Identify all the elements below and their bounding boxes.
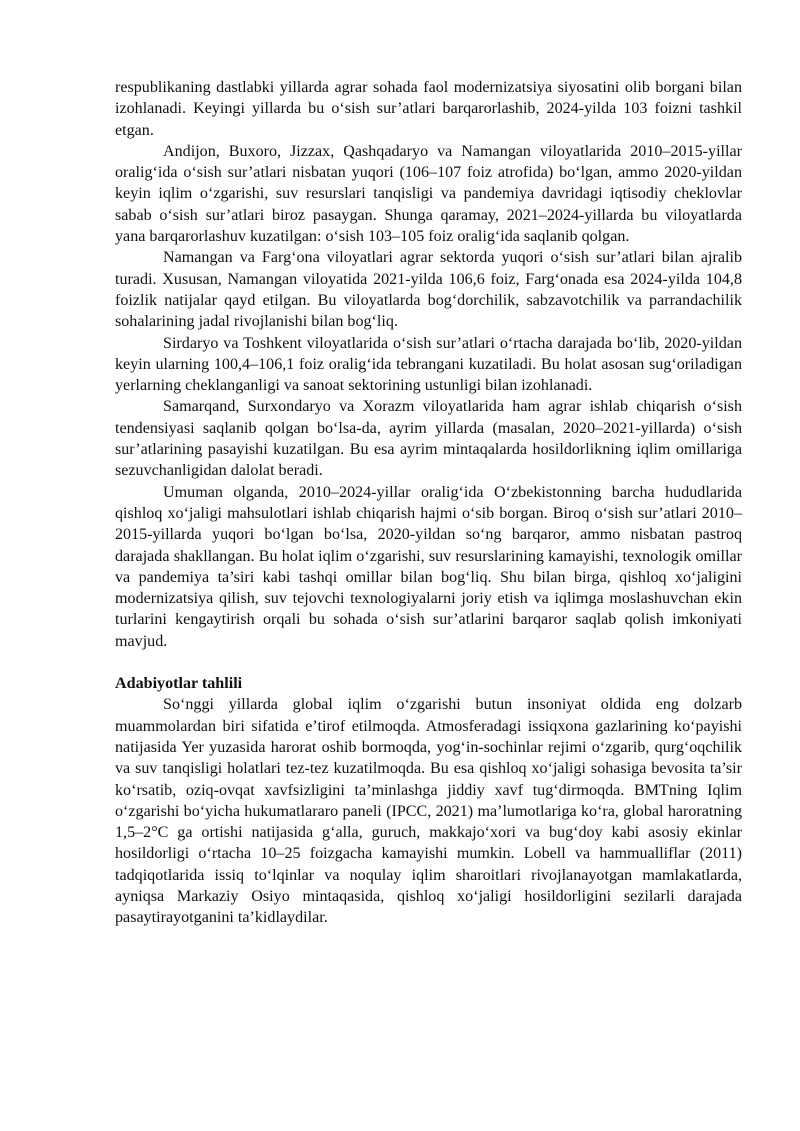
body-paragraph: Samarqand, Surxondaryo va Xorazm viloyatlarida ham agrar ishlab chiqarish o‘sish tendensiyasi saqlanib qolgan bo‘lsa-da, ayrim yillarda (masalan, 2020–2021-yillarda) o‘sish sur’atlarining pasayishi kuzatilgan. Bu esa ayrim mintaqalarda hosildorlikning iqlim omillariga sezuvchanligidan dalolat beradi. xyxy=(115,398,742,480)
body-paragraph: Andijon, Buxoro, Jizzax, Qashqadaryo va Namangan viloyatlarida 2010–2015-yillar oralig‘ida o‘sish sur’atlari nisbatan yuqori (106–107 foiz atrofida) bo‘lgan, ammo 2020-yildan keyin iqlim o‘zgarishi, suv resurslari tanqisligi va pandemiya davridagi iqtisodiy cheklovlar sabab o‘sish sur’atlari biroz pasaygan. Shunga qaramay, 2021–2024-yillarda bu viloyatlarda yana barqarorlashuv kuzatilgan: o‘sish 103–105 foiz oralig‘ida saqlanib qolgan. xyxy=(115,142,742,246)
body-paragraph: Umuman olganda, 2010–2024-yillar oralig‘ida O‘zbekistonning barcha hududlarida qishloq xo‘jaligi mahsulotlari ishlab chiqarish hajmi o‘sib borgan. Biroq o‘sish sur’atlari 2010–2015-yillarda yuqori bo‘lgan bo‘lsa, 2020-yildan so‘ng barqaror, ammo nisbatan pastroq darajada shakllangan. Bu holat iqlim o‘zgarishi, suv resurslarining kamayishi, texnologik omillar va pandemiya ta’siri kabi tashqi omillar bilan bog‘liq. Shu bilan birga, qishloq xo‘jaligini modernizatsiya qilish, suv tejovchi texnologiyalarni joriy etish va iqlimga moslashuvchan ekin turlarini kengaytirish orqali bu sohada o‘sish sur’atlarini barqaror saqlab qolish imkoniyati mavjud. xyxy=(115,483,742,650)
section-heading: Adabiyotlar tahlili xyxy=(115,675,243,693)
body-paragraph: Sirdaryo va Toshkent viloyatlarida o‘sish sur’atlari o‘rtacha darajada bo‘lib, 2020-yildan keyin ularning 100,4–106,1 foiz oralig‘ida tebrangani kuzatiladi. Bu holat asosan sug‘oriladigan yerlarning cheklanganligi va sanoat sektorining ustunligi bilan izohlanadi. xyxy=(115,334,742,395)
section-paragraph: So‘nggi yillarda global iqlim o‘zgarishi butun insoniyat oldida eng dolzarb muammolardan biri sifatida e’tirof etilmoqda. Atmosferadagi issiqxona gazlarining ko‘payishi natijasida Yer yuzasida harorat oshib bormoqda, yog‘in-sochinlar rejimi o‘zgarib, qurg‘oqchilik va suv tanqisligi holatlari tez-tez kuzatilmoqda. Bu esa qishloq xo‘jaligi sohasiga bevosita ta’sir ko‘rsatib, oziq-ovqat xavfsizligini ta’minlashga jiddiy xavf tug‘dirmoqda. BMTning Iqlim o‘zgarishi bo‘yicha hukumatlararo paneli (IPCC, 2021) ma’lumotlariga ko‘ra, global haroratning 1,5–2°C ga ortishi natijasida g‘alla, guruch, makkajo‘xori va bug‘doy kabi asosiy ekinlar hosildorligi o‘rtacha 10–25 foizgacha kamayishi mumkin. Lobell va hammualliflar (2011) tadqiqotlarida issiq to‘lqinlar va noqulay iqlim sharoitlari rivojlanayotgan mamlakatlarda, ayniqsa Markaziy Osiyo mintaqasida, qishloq xo‘jaligi hosildorligini sezilarli darajada pasaytirayotganini ta’kidlaydilar. xyxy=(115,696,742,927)
body-paragraph: respublikaning dastlabki yillarda agrar sohada faol modernizatsiya siyosatini olib borgani bilan izohlanadi. Keyingi yillarda bu o‘sish sur’atlari barqarorlashib, 2024-yilda 103 foizni tashkil etgan. xyxy=(115,79,742,139)
body-paragraph: Namangan va Farg‘ona viloyatlari agrar sektorda yuqori o‘sish sur’atlari bilan ajralib turadi. Xususan, Namangan viloyatida 2021-yilda 106,6 foiz, Farg‘onada esa 2024-yilda 104,8 foizlik natijalar qayd etilgan. Bu viloyatlarda bog‘dorchilik, sabzavotchilik va parrandachilik sohalarining jadal rivojlanishi bilan bog‘liq. xyxy=(115,249,742,331)
document-page xyxy=(115,77,742,929)
